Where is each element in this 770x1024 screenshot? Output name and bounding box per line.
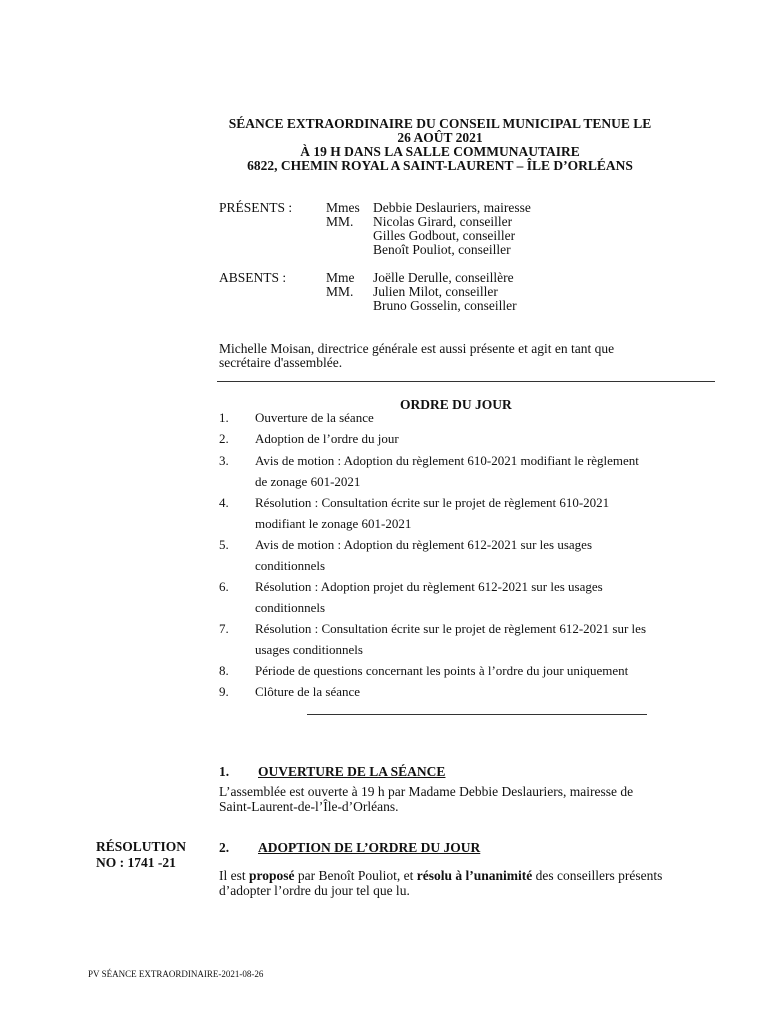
present-label: PRÉSENTS :	[219, 200, 293, 215]
text-run: des conseillers présents	[532, 868, 663, 883]
agenda-item-text: Résolution : Adoption projet du règlement 612-2021 sur les usages	[255, 579, 603, 594]
secretary-note-line-1: Michelle Moisan, directrice générale est aussi présente et agit en tant que	[219, 341, 615, 356]
text-run: Il est	[219, 868, 249, 883]
agenda-item-text-continued: modifiant le zonage 601-2021	[255, 516, 412, 531]
present-name: Nicolas Girard, conseiller	[373, 214, 513, 229]
present-name: Gilles Godbout, conseiller	[373, 228, 516, 243]
agenda-item-text-continued: conditionnels	[255, 600, 326, 615]
agenda-item-number: 5.	[219, 537, 229, 552]
agenda-item-number: 1.	[219, 410, 229, 425]
absent-name: Julien Milot, conseiller	[373, 284, 498, 299]
resolution-label: RÉSOLUTION	[96, 839, 187, 854]
agenda-item-number: 8.	[219, 663, 229, 678]
section-body-line	[219, 868, 662, 883]
header-line-4: 6822, CHEMIN ROYAL A SAINT-LAURENT – ÎLE D’ORLÉANS	[247, 158, 633, 173]
text-run-bold: résolu à l’unanimité	[416, 868, 533, 883]
header-line-3: À 19 H DANS LA SALLE COMMUNAUTAIRE	[300, 144, 580, 159]
absent-name: Bruno Gosselin, conseiller	[373, 298, 517, 313]
section-body-line: d’adopter l’ordre du jour tel que lu.	[219, 883, 410, 898]
agenda-title: ORDRE DU JOUR	[400, 397, 512, 412]
agenda-item-text-continued: usages conditionnels	[255, 642, 363, 657]
agenda-item-text: Adoption de l’ordre du jour	[255, 431, 399, 446]
agenda-item-text: Période de questions concernant les points à l’ordre du jour uniquement	[255, 663, 629, 678]
section-body-line: L’assemblée est ouverte à 19 h par Madame Debbie Deslauriers, mairesse de	[219, 784, 634, 799]
divider-line	[307, 714, 647, 715]
section-number: 1.	[219, 764, 230, 779]
absent-name: Joëlle Derulle, conseillère	[373, 270, 514, 285]
present-title: Mmes	[326, 200, 360, 215]
header-line-1: SÉANCE EXTRAORDINAIRE DU CONSEIL MUNICIPAL TENUE LE	[228, 116, 652, 131]
section-title: ADOPTION DE L’ORDRE DU JOUR	[258, 840, 481, 855]
text-run: par Benoît Pouliot, et	[294, 868, 417, 883]
agenda-item-number: 7.	[219, 621, 229, 636]
absent-title: MM.	[326, 284, 354, 299]
agenda-item-text: Résolution : Consultation écrite sur le projet de règlement 612-2021 sur les	[255, 621, 647, 636]
agenda-item-number: 6.	[219, 579, 229, 594]
agenda-item-number: 4.	[219, 495, 229, 510]
agenda-item-text-continued: conditionnels	[255, 558, 326, 573]
agenda-item-text: Avis de motion : Adoption du règlement 610-2021 modifiant le règlement	[255, 453, 639, 468]
present-name: Debbie Deslauriers, mairesse	[373, 200, 531, 215]
agenda-item-text-continued: de zonage 601-2021	[255, 474, 361, 489]
section-number: 2.	[219, 840, 230, 855]
agenda-item-text: Clôture de la séance	[255, 684, 361, 699]
agenda-item-text: Avis de motion : Adoption du règlement 612-2021 sur les usages	[255, 537, 592, 552]
agenda-item-text: Résolution : Consultation écrite sur le projet de règlement 610-2021	[255, 495, 610, 510]
page-footer: PV SÉANCE EXTRAORDINAIRE-2021-08-26	[88, 969, 264, 979]
agenda-item-number: 3.	[219, 453, 229, 468]
agenda-item-text: Ouverture de la séance	[255, 410, 374, 425]
present-title: MM.	[326, 214, 354, 229]
resolution-number: NO : 1741 -21	[96, 855, 176, 870]
header-line-2: 26 AOÛT 2021	[397, 130, 483, 145]
absent-label: ABSENTS :	[219, 270, 287, 285]
section-title: OUVERTURE DE LA SÉANCE	[258, 764, 446, 779]
absent-title: Mme	[326, 270, 355, 285]
agenda-item-number: 9.	[219, 684, 229, 699]
agenda-item-number: 2.	[219, 431, 229, 446]
present-name: Benoît Pouliot, conseiller	[373, 242, 511, 257]
secretary-note-line-2: secrétaire d'assemblée.	[219, 355, 343, 370]
text-run-bold: proposé	[249, 868, 295, 883]
divider-line	[217, 381, 715, 382]
section-body-line: Saint-Laurent-de-l’Île-d’Orléans.	[219, 799, 399, 814]
